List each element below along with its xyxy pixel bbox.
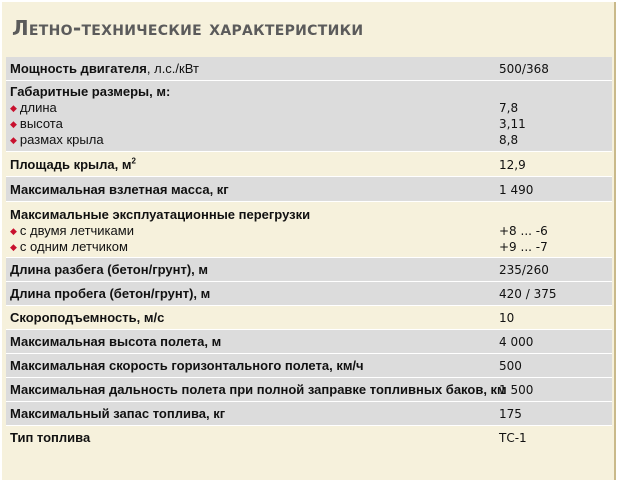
row-value: 1 490 xyxy=(499,183,534,197)
sub-label: ◆ длина xyxy=(10,100,57,115)
row-value: 500 xyxy=(499,359,522,373)
row-landing-run xyxy=(6,282,612,306)
row-value: 10 xyxy=(499,311,515,325)
card-title: Летно-технические характеристики xyxy=(12,16,364,40)
row-label: Тип топлива xyxy=(10,430,91,445)
sub-value: +9 ... -7 xyxy=(499,240,548,254)
row-max-fuel xyxy=(6,402,612,426)
row-label: Длина разбега (бетон/грунт), м xyxy=(10,262,209,277)
row-climb-rate xyxy=(6,306,612,330)
row-fuel-type xyxy=(6,426,612,450)
specs-table xyxy=(6,57,612,450)
sub-label: ◆ размах крыла xyxy=(10,132,104,147)
sub-label: ◆ с одним летчиком xyxy=(10,239,128,254)
row-label: Максимальный запас топлива, кг xyxy=(10,406,226,421)
row-value: ТС-1 xyxy=(499,431,527,445)
sub-value: 8,8 xyxy=(499,133,519,147)
sub-value: +8 ... -6 xyxy=(499,224,548,238)
row-max-overloads xyxy=(6,202,612,258)
sub-label: ◆ высота xyxy=(10,116,63,131)
row-dimensions xyxy=(6,81,612,152)
bullet-icon: ◆ xyxy=(10,242,17,252)
row-value: 235/260 xyxy=(499,263,549,277)
row-label: Габаритные размеры, м: xyxy=(10,84,171,99)
row-label: Максимальная дальность полета при полной заправке топливных баков, км xyxy=(10,382,507,397)
row-max-takeoff-mass xyxy=(6,177,612,202)
sub-value: 3,11 xyxy=(499,117,526,131)
row-takeoff-run xyxy=(6,258,612,282)
row-value: 4 000 xyxy=(499,335,534,349)
sub-value: 7,8 xyxy=(499,101,519,115)
row-label: Скороподъемность, м/с xyxy=(10,310,165,325)
row-label: Максимальная высота полета, м xyxy=(10,334,222,349)
bullet-icon: ◆ xyxy=(10,135,17,145)
row-label: Максимальная взлетная масса, кг xyxy=(10,182,229,197)
row-wing-area xyxy=(6,152,612,177)
bullet-icon: ◆ xyxy=(10,119,17,129)
row-engine-power xyxy=(6,57,612,81)
row-label: Площадь крыла, $м^2$ xyxy=(10,156,136,172)
bullet-icon: ◆ xyxy=(10,103,17,113)
specs-card xyxy=(2,2,616,480)
row-value: 12,9 xyxy=(499,158,526,172)
bullet-icon: ◆ xyxy=(10,226,17,236)
row-value: 420 / 375 xyxy=(499,287,557,301)
sub-label: ◆ с двумя летчиками xyxy=(10,223,134,238)
row-label: Мощность двигателя, л.с./кВт xyxy=(10,61,199,76)
row-value: 175 xyxy=(499,407,522,421)
row-label: Длина пробега (бетон/грунт), м xyxy=(10,286,211,301)
row-value: 500/368 xyxy=(499,62,549,76)
row-max-altitude xyxy=(6,330,612,354)
row-label: Максимальная скорость горизонтального полета, км/ч xyxy=(10,358,364,373)
row-max-range xyxy=(6,378,612,402)
row-max-speed xyxy=(6,354,612,378)
row-value: 1 500 xyxy=(499,383,534,397)
row-label: Максимальные эксплуатационные перегрузки xyxy=(10,207,311,222)
